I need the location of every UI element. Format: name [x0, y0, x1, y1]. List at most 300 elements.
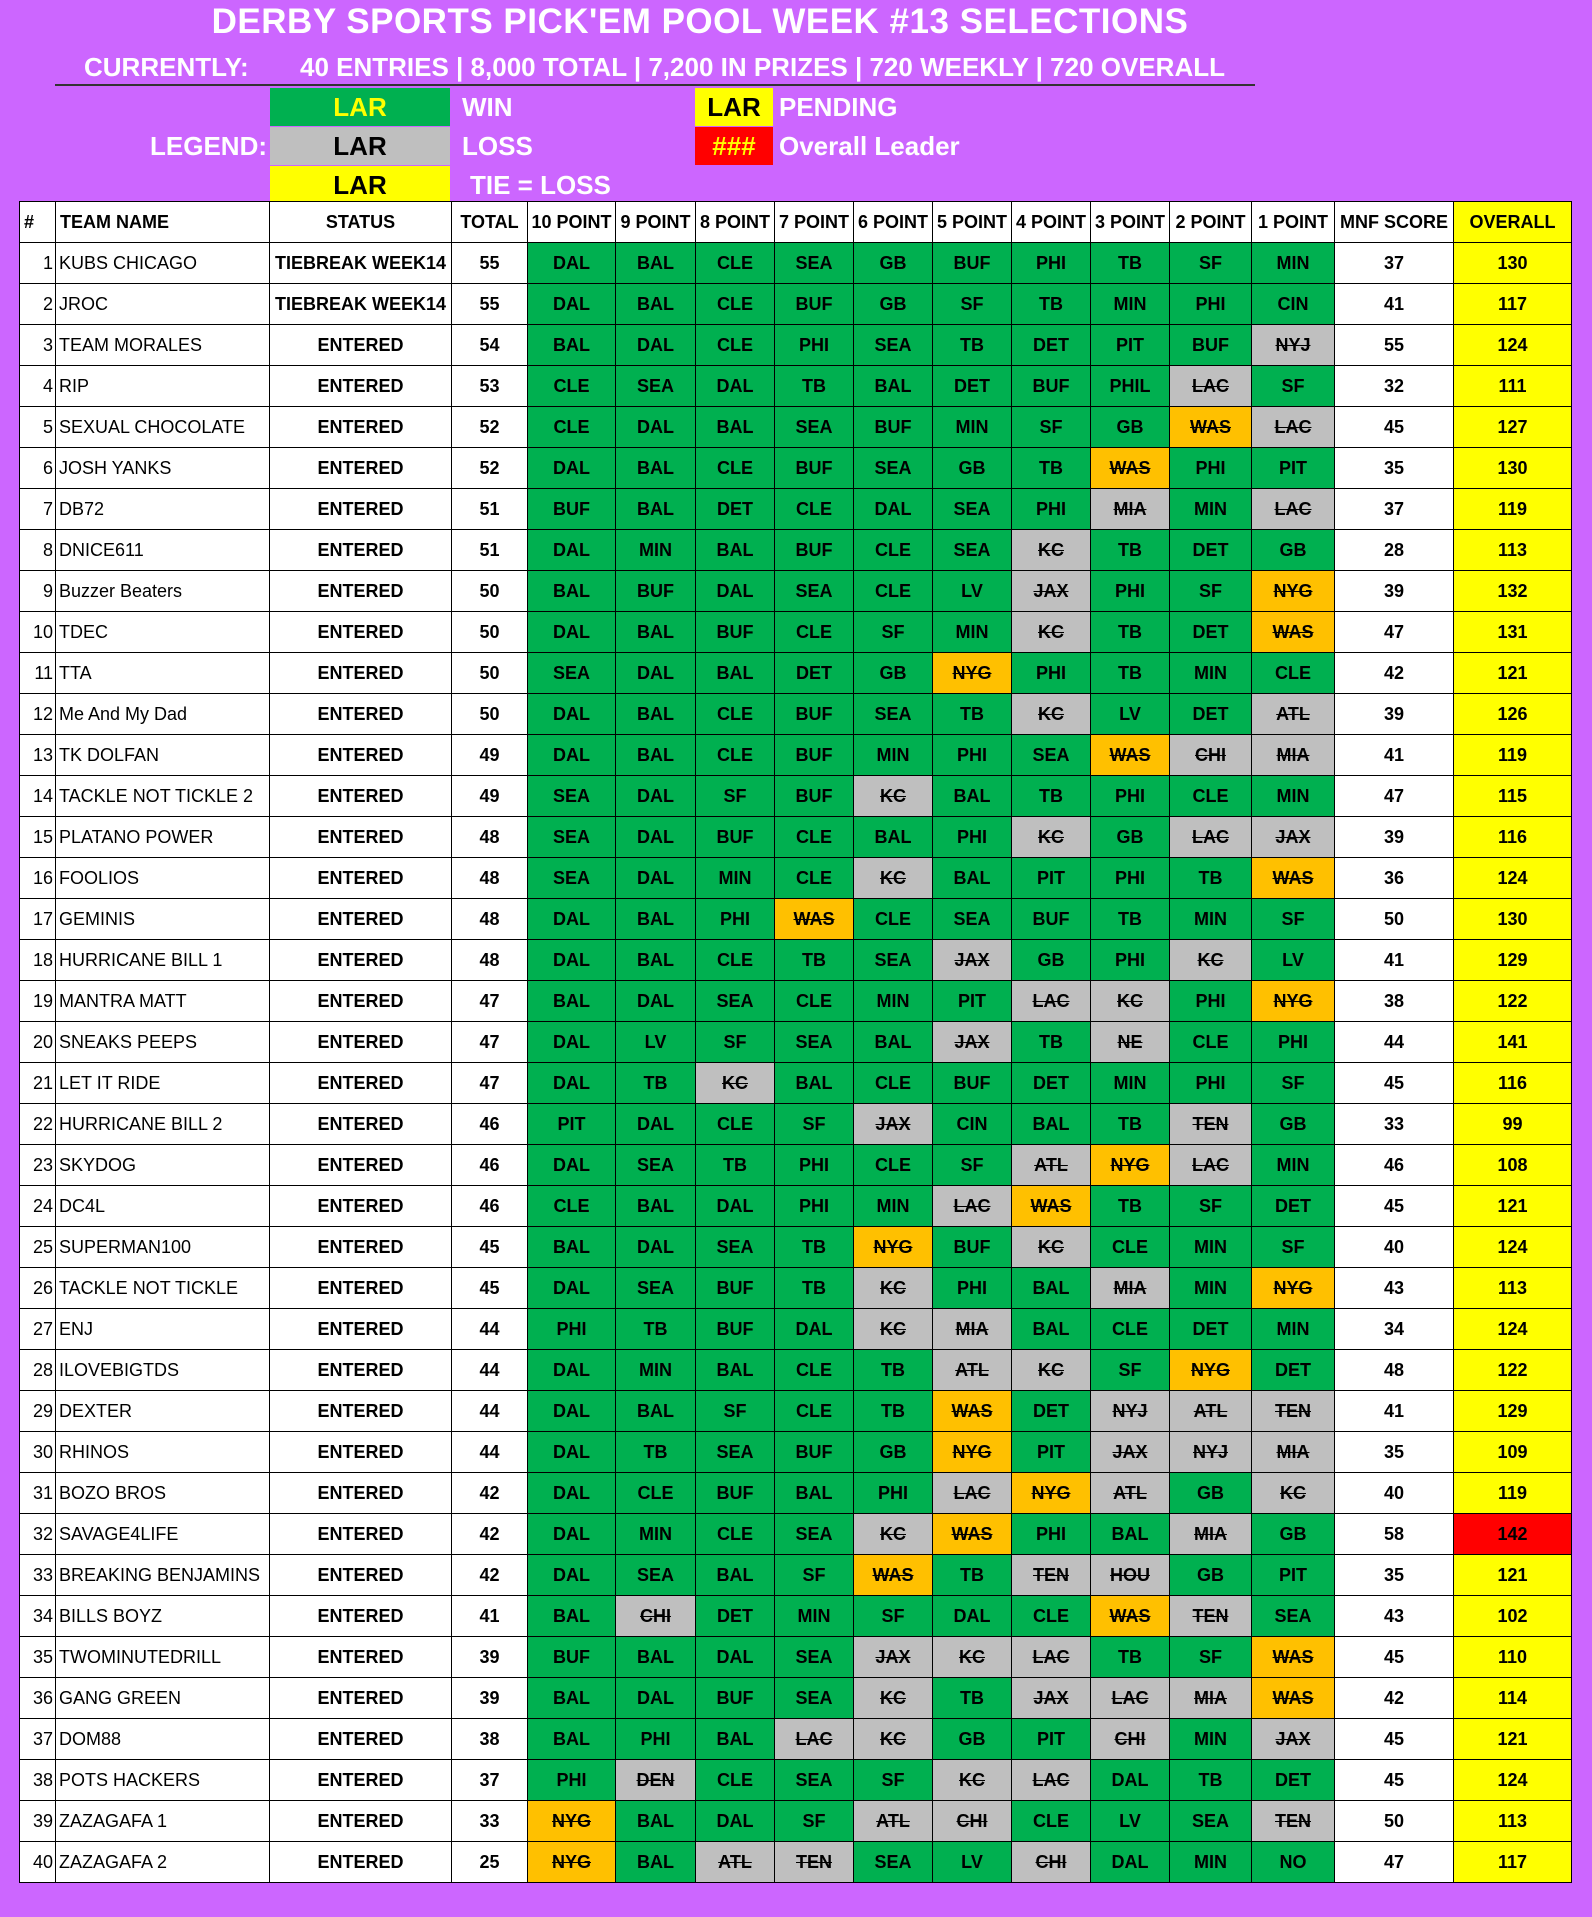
pick-cell: BAL [696, 530, 775, 571]
entry-status: ENTERED [270, 1842, 452, 1883]
pick-cell: SEA [528, 776, 616, 817]
pick-cell: PHI [1170, 448, 1252, 489]
pick-cell: SF [854, 612, 933, 653]
team-name: ZAZAGAFA 1 [56, 1801, 270, 1842]
mnf-score: 35 [1335, 1432, 1454, 1473]
table-row [20, 1309, 1572, 1350]
pick-cell: TB [1012, 776, 1091, 817]
pick-cell: DAL [616, 1227, 696, 1268]
week-total: 49 [452, 735, 528, 776]
entry-status: ENTERED [270, 735, 452, 776]
team-name: DC4L [56, 1186, 270, 1227]
entry-number: 33 [20, 1555, 56, 1596]
pick-cell: WAS [854, 1555, 933, 1596]
legend-label: LEGEND: [150, 131, 267, 161]
table-row [20, 1104, 1572, 1145]
team-name: KUBS CHICAGO [56, 243, 270, 284]
pick-cell: LV [1091, 1801, 1170, 1842]
pick-cell: TB [616, 1063, 696, 1104]
pick-cell: LV [933, 1842, 1012, 1883]
pick-cell: BUF [775, 448, 854, 489]
week-total: 51 [452, 530, 528, 571]
mnf-score: 45 [1335, 1063, 1454, 1104]
entry-status: ENTERED [270, 407, 452, 448]
team-name: JOSH YANKS [56, 448, 270, 489]
pick-cell: TB [1170, 1760, 1252, 1801]
mnf-score: 37 [1335, 243, 1454, 284]
pick-cell: SEA [528, 858, 616, 899]
pick-cell: CLE [854, 1145, 933, 1186]
pick-cell: TB [1091, 899, 1170, 940]
pick-cell: BAL [616, 243, 696, 284]
team-name: TDEC [56, 612, 270, 653]
pick-cell: BUF [696, 1678, 775, 1719]
pick-cell: MIN [1170, 1842, 1252, 1883]
overall-total: 124 [1454, 858, 1572, 899]
overall-total: 132 [1454, 571, 1572, 612]
table-row [20, 571, 1572, 612]
week-total: 47 [452, 981, 528, 1022]
pick-cell: WAS [1091, 735, 1170, 776]
pick-cell: DET [933, 366, 1012, 407]
pick-cell: WAS [1091, 1596, 1170, 1637]
entry-status: ENTERED [270, 1432, 452, 1473]
pick-cell: LAC [1012, 981, 1091, 1022]
team-name: HURRICANE BILL 1 [56, 940, 270, 981]
pick-cell: SEA [854, 1842, 933, 1883]
pick-cell: BAL [616, 694, 696, 735]
pick-cell: NYG [528, 1842, 616, 1883]
pick-cell: CLE [775, 981, 854, 1022]
mnf-score: 35 [1335, 448, 1454, 489]
pick-cell: DAL [528, 1063, 616, 1104]
table-row [20, 530, 1572, 571]
pick-cell: MIN [1252, 243, 1335, 284]
pick-cell: BUF [696, 612, 775, 653]
pick-cell: SF [775, 1104, 854, 1145]
pick-cell: GB [933, 448, 1012, 489]
entry-status: TIEBREAK WEEK14 [270, 243, 452, 284]
entry-status: ENTERED [270, 1309, 452, 1350]
pick-cell: GB [933, 1719, 1012, 1760]
week-total: 53 [452, 366, 528, 407]
overall-total: 121 [1454, 1186, 1572, 1227]
pick-cell: SEA [854, 448, 933, 489]
week-total: 50 [452, 571, 528, 612]
pick-cell: BAL [528, 571, 616, 612]
overall-total: 114 [1454, 1678, 1572, 1719]
mnf-score: 39 [1335, 571, 1454, 612]
pick-cell: BAL [1012, 1309, 1091, 1350]
week-total: 45 [452, 1227, 528, 1268]
pick-cell: BAL [696, 653, 775, 694]
week-total: 50 [452, 694, 528, 735]
table-row [20, 981, 1572, 1022]
table-row [20, 612, 1572, 653]
pick-cell: SF [1091, 1350, 1170, 1391]
column-header: 8 POINT [696, 202, 775, 243]
week-total: 39 [452, 1678, 528, 1719]
team-name: ILOVEBIGTDS [56, 1350, 270, 1391]
entry-status: ENTERED [270, 1104, 452, 1145]
table-row [20, 489, 1572, 530]
team-name: SNEAKS PEEPS [56, 1022, 270, 1063]
table-row [20, 1760, 1572, 1801]
pick-cell: TB [616, 1309, 696, 1350]
column-header: 1 POINT [1252, 202, 1335, 243]
pick-cell: GB [1170, 1555, 1252, 1596]
pick-cell: BAL [616, 284, 696, 325]
pick-cell: CLE [696, 694, 775, 735]
team-name: HURRICANE BILL 2 [56, 1104, 270, 1145]
pick-cell: SF [1252, 366, 1335, 407]
team-name: SKYDOG [56, 1145, 270, 1186]
pick-cell: BAL [933, 858, 1012, 899]
entry-number: 36 [20, 1678, 56, 1719]
mnf-score: 45 [1335, 1637, 1454, 1678]
overall-total: 141 [1454, 1022, 1572, 1063]
table-row [20, 243, 1572, 284]
pick-cell: KC [854, 1268, 933, 1309]
legend-pending-text: PENDING [779, 92, 898, 122]
pick-cell: TB [696, 1145, 775, 1186]
entry-number: 40 [20, 1842, 56, 1883]
table-row [20, 366, 1572, 407]
week-total: 47 [452, 1063, 528, 1104]
pick-cell: CLE [696, 1104, 775, 1145]
week-total: 25 [452, 1842, 528, 1883]
pick-cell: LAC [1012, 1760, 1091, 1801]
table-row [20, 1391, 1572, 1432]
pick-cell: CLE [528, 1186, 616, 1227]
entry-number: 39 [20, 1801, 56, 1842]
entry-status: ENTERED [270, 325, 452, 366]
pick-cell: MIN [1170, 899, 1252, 940]
entry-status: ENTERED [270, 1186, 452, 1227]
pick-cell: LAC [1252, 407, 1335, 448]
pick-cell: DET [1012, 325, 1091, 366]
mnf-score: 41 [1335, 735, 1454, 776]
pick-cell: DAL [528, 1514, 616, 1555]
column-header: MNF SCORE [1335, 202, 1454, 243]
column-header: 6 POINT [854, 202, 933, 243]
pick-cell: TB [1091, 1104, 1170, 1145]
pick-cell: SF [1252, 1063, 1335, 1104]
pick-cell: TB [1091, 612, 1170, 653]
week-total: 50 [452, 653, 528, 694]
overall-total: 142 [1454, 1514, 1572, 1555]
legend-tie-swatch: LAR [270, 166, 450, 204]
pick-cell: BUF [696, 817, 775, 858]
entry-number: 25 [20, 1227, 56, 1268]
pick-cell: PHI [696, 899, 775, 940]
mnf-score: 44 [1335, 1022, 1454, 1063]
table-row [20, 1473, 1572, 1514]
team-name: MANTRA MATT [56, 981, 270, 1022]
pick-cell: PHI [1012, 489, 1091, 530]
pick-cell: JAX [854, 1637, 933, 1678]
pick-cell: BAL [616, 735, 696, 776]
team-name: POTS HACKERS [56, 1760, 270, 1801]
column-header: 4 POINT [1012, 202, 1091, 243]
pick-cell: JAX [933, 1022, 1012, 1063]
column-header: 2 POINT [1170, 202, 1252, 243]
pick-cell: CLE [775, 612, 854, 653]
mnf-score: 41 [1335, 284, 1454, 325]
pick-cell: DAL [528, 1391, 616, 1432]
pick-cell: PHI [1252, 1022, 1335, 1063]
table-row [20, 448, 1572, 489]
pick-cell: DAL [528, 448, 616, 489]
pick-cell: CLE [775, 817, 854, 858]
entry-number: 11 [20, 653, 56, 694]
team-name: JROC [56, 284, 270, 325]
pick-cell: DET [1170, 612, 1252, 653]
header-divider [55, 84, 1255, 86]
pick-cell: WAS [933, 1391, 1012, 1432]
pick-cell: SF [696, 1391, 775, 1432]
entry-number: 21 [20, 1063, 56, 1104]
pick-cell: NYG [1252, 571, 1335, 612]
entry-status: ENTERED [270, 653, 452, 694]
pick-cell: TEN [1170, 1596, 1252, 1637]
week-total: 38 [452, 1719, 528, 1760]
pick-cell: DAL [616, 817, 696, 858]
entry-status: ENTERED [270, 1145, 452, 1186]
pick-cell: DAL [528, 530, 616, 571]
pick-cell: NO [1252, 1842, 1335, 1883]
pick-cell: SEA [528, 653, 616, 694]
pick-cell: SEA [696, 1432, 775, 1473]
pick-cell: BAL [616, 1391, 696, 1432]
pick-cell: MIN [1170, 653, 1252, 694]
pick-cell: GB [854, 1432, 933, 1473]
pick-cell: JAX [1091, 1432, 1170, 1473]
overall-total: 116 [1454, 1063, 1572, 1104]
pick-cell: CLE [1170, 776, 1252, 817]
pick-cell: MIN [1091, 1063, 1170, 1104]
table-row [20, 284, 1572, 325]
pick-cell: DAL [528, 243, 616, 284]
pick-cell: WAS [1252, 612, 1335, 653]
pick-cell: KC [854, 1514, 933, 1555]
pick-cell: DAL [616, 407, 696, 448]
week-total: 33 [452, 1801, 528, 1842]
pick-cell: MIN [933, 407, 1012, 448]
table-row [20, 735, 1572, 776]
pick-cell: SEA [1012, 735, 1091, 776]
pick-cell: GB [854, 284, 933, 325]
pick-cell: TB [1170, 858, 1252, 899]
pick-cell: KC [854, 1678, 933, 1719]
pick-cell: SEA [616, 1555, 696, 1596]
pick-cell: BAL [616, 489, 696, 530]
week-total: 51 [452, 489, 528, 530]
entry-status: ENTERED [270, 1063, 452, 1104]
pick-cell: KC [854, 858, 933, 899]
pick-cell: BAL [775, 1473, 854, 1514]
table-row [20, 1227, 1572, 1268]
team-name: SAVAGE4LIFE [56, 1514, 270, 1555]
pick-cell: NYG [1252, 981, 1335, 1022]
pick-cell: BAL [616, 448, 696, 489]
pick-cell: PHI [1012, 653, 1091, 694]
pick-cell: PHI [1091, 858, 1170, 899]
pick-cell: PIT [1012, 858, 1091, 899]
pick-cell: LAC [933, 1186, 1012, 1227]
table-row [20, 1432, 1572, 1473]
mnf-score: 43 [1335, 1596, 1454, 1637]
pick-cell: TEN [1252, 1391, 1335, 1432]
pick-cell: MIN [1170, 489, 1252, 530]
overall-total: 131 [1454, 612, 1572, 653]
pick-cell: MIN [1252, 1309, 1335, 1350]
pick-cell: PHI [933, 1268, 1012, 1309]
entry-status: ENTERED [270, 612, 452, 653]
pick-cell: BUF [933, 243, 1012, 284]
pick-cell: JAX [933, 940, 1012, 981]
pick-cell: CHI [1091, 1719, 1170, 1760]
week-total: 44 [452, 1350, 528, 1391]
pick-cell: BAL [528, 1227, 616, 1268]
pick-cell: TB [933, 694, 1012, 735]
pick-cell: BAL [616, 1186, 696, 1227]
pick-cell: MIN [1170, 1227, 1252, 1268]
pick-cell: BAL [616, 1842, 696, 1883]
entry-number: 35 [20, 1637, 56, 1678]
pick-cell: BUF [1170, 325, 1252, 366]
legend-tie-text: TIE = LOSS [470, 170, 611, 200]
pick-cell: MIA [1091, 1268, 1170, 1309]
pick-cell: SEA [933, 899, 1012, 940]
pick-cell: BUF [775, 776, 854, 817]
entry-status: ENTERED [270, 1801, 452, 1842]
week-total: 54 [452, 325, 528, 366]
mnf-score: 48 [1335, 1350, 1454, 1391]
overall-total: 119 [1454, 489, 1572, 530]
pick-cell: JAX [1012, 1678, 1091, 1719]
mnf-score: 32 [1335, 366, 1454, 407]
pick-cell: PHI [1012, 1514, 1091, 1555]
week-total: 48 [452, 940, 528, 981]
mnf-score: 46 [1335, 1145, 1454, 1186]
pick-cell: DET [696, 1596, 775, 1637]
pick-cell: PIT [1252, 448, 1335, 489]
table-row [20, 1350, 1572, 1391]
pick-cell: ATL [854, 1801, 933, 1842]
mnf-score: 41 [1335, 1391, 1454, 1432]
overall-total: 124 [1454, 1309, 1572, 1350]
pick-cell: NYJ [1252, 325, 1335, 366]
week-total: 42 [452, 1473, 528, 1514]
entry-status: ENTERED [270, 776, 452, 817]
pick-cell: DAL [775, 1309, 854, 1350]
overall-total: 109 [1454, 1432, 1572, 1473]
overall-total: 121 [1454, 1555, 1572, 1596]
pick-cell: PHI [1012, 243, 1091, 284]
overall-total: 117 [1454, 284, 1572, 325]
pick-cell: SEA [854, 694, 933, 735]
entry-number: 38 [20, 1760, 56, 1801]
pick-cell: BAL [528, 1678, 616, 1719]
pick-cell: DAL [696, 366, 775, 407]
mnf-score: 39 [1335, 694, 1454, 735]
pick-cell: WAS [1252, 1678, 1335, 1719]
pick-cell: BAL [528, 981, 616, 1022]
entry-number: 8 [20, 530, 56, 571]
pick-cell: BUF [528, 489, 616, 530]
table-row [20, 1555, 1572, 1596]
pick-cell: SEA [775, 1760, 854, 1801]
pick-cell: SEA [854, 325, 933, 366]
pick-cell: CLE [775, 858, 854, 899]
pick-cell: TB [854, 1350, 933, 1391]
mnf-score: 35 [1335, 1555, 1454, 1596]
pick-cell: KC [933, 1637, 1012, 1678]
pick-cell: TB [933, 325, 1012, 366]
overall-total: 126 [1454, 694, 1572, 735]
overall-total: 129 [1454, 940, 1572, 981]
table-row [20, 653, 1572, 694]
team-name: BREAKING BENJAMINS [56, 1555, 270, 1596]
pick-cell: CLE [775, 1350, 854, 1391]
pick-cell: LAC [1091, 1678, 1170, 1719]
pick-cell: JAX [854, 1104, 933, 1145]
overall-total: 113 [1454, 530, 1572, 571]
pick-cell: SEA [1252, 1596, 1335, 1637]
week-total: 46 [452, 1104, 528, 1145]
mnf-score: 40 [1335, 1473, 1454, 1514]
pick-cell: DAL [696, 1801, 775, 1842]
pick-cell: PIT [528, 1104, 616, 1145]
pick-cell: SEA [775, 1514, 854, 1555]
pick-cell: SEA [933, 530, 1012, 571]
legend-loss-swatch: LAR [270, 127, 450, 165]
entry-number: 26 [20, 1268, 56, 1309]
entry-number: 30 [20, 1432, 56, 1473]
entry-number: 28 [20, 1350, 56, 1391]
pick-cell: NE [1091, 1022, 1170, 1063]
week-total: 48 [452, 817, 528, 858]
pick-cell: DAL [616, 981, 696, 1022]
pick-cell: MIN [1091, 284, 1170, 325]
column-header: OVERALL [1454, 202, 1572, 243]
overall-total: 130 [1454, 899, 1572, 940]
pick-cell: WAS [1091, 448, 1170, 489]
pick-cell: TB [1091, 243, 1170, 284]
entry-number: 20 [20, 1022, 56, 1063]
pick-cell: DAL [696, 1186, 775, 1227]
mnf-score: 40 [1335, 1227, 1454, 1268]
pick-cell: JAX [1012, 571, 1091, 612]
week-total: 52 [452, 448, 528, 489]
pick-cell: LV [933, 571, 1012, 612]
pick-cell: BAL [1012, 1268, 1091, 1309]
pick-cell: LAC [1012, 1637, 1091, 1678]
pick-cell: CLE [696, 325, 775, 366]
pick-cell: NYG [1170, 1350, 1252, 1391]
entry-number: 15 [20, 817, 56, 858]
pick-cell: MIA [1170, 1514, 1252, 1555]
week-total: 48 [452, 899, 528, 940]
pick-cell: DAL [528, 284, 616, 325]
pick-cell: DAL [528, 1022, 616, 1063]
pick-cell: LAC [1170, 817, 1252, 858]
column-header: STATUS [270, 202, 452, 243]
overall-total: 122 [1454, 981, 1572, 1022]
entry-status: ENTERED [270, 366, 452, 407]
mnf-score: 37 [1335, 489, 1454, 530]
